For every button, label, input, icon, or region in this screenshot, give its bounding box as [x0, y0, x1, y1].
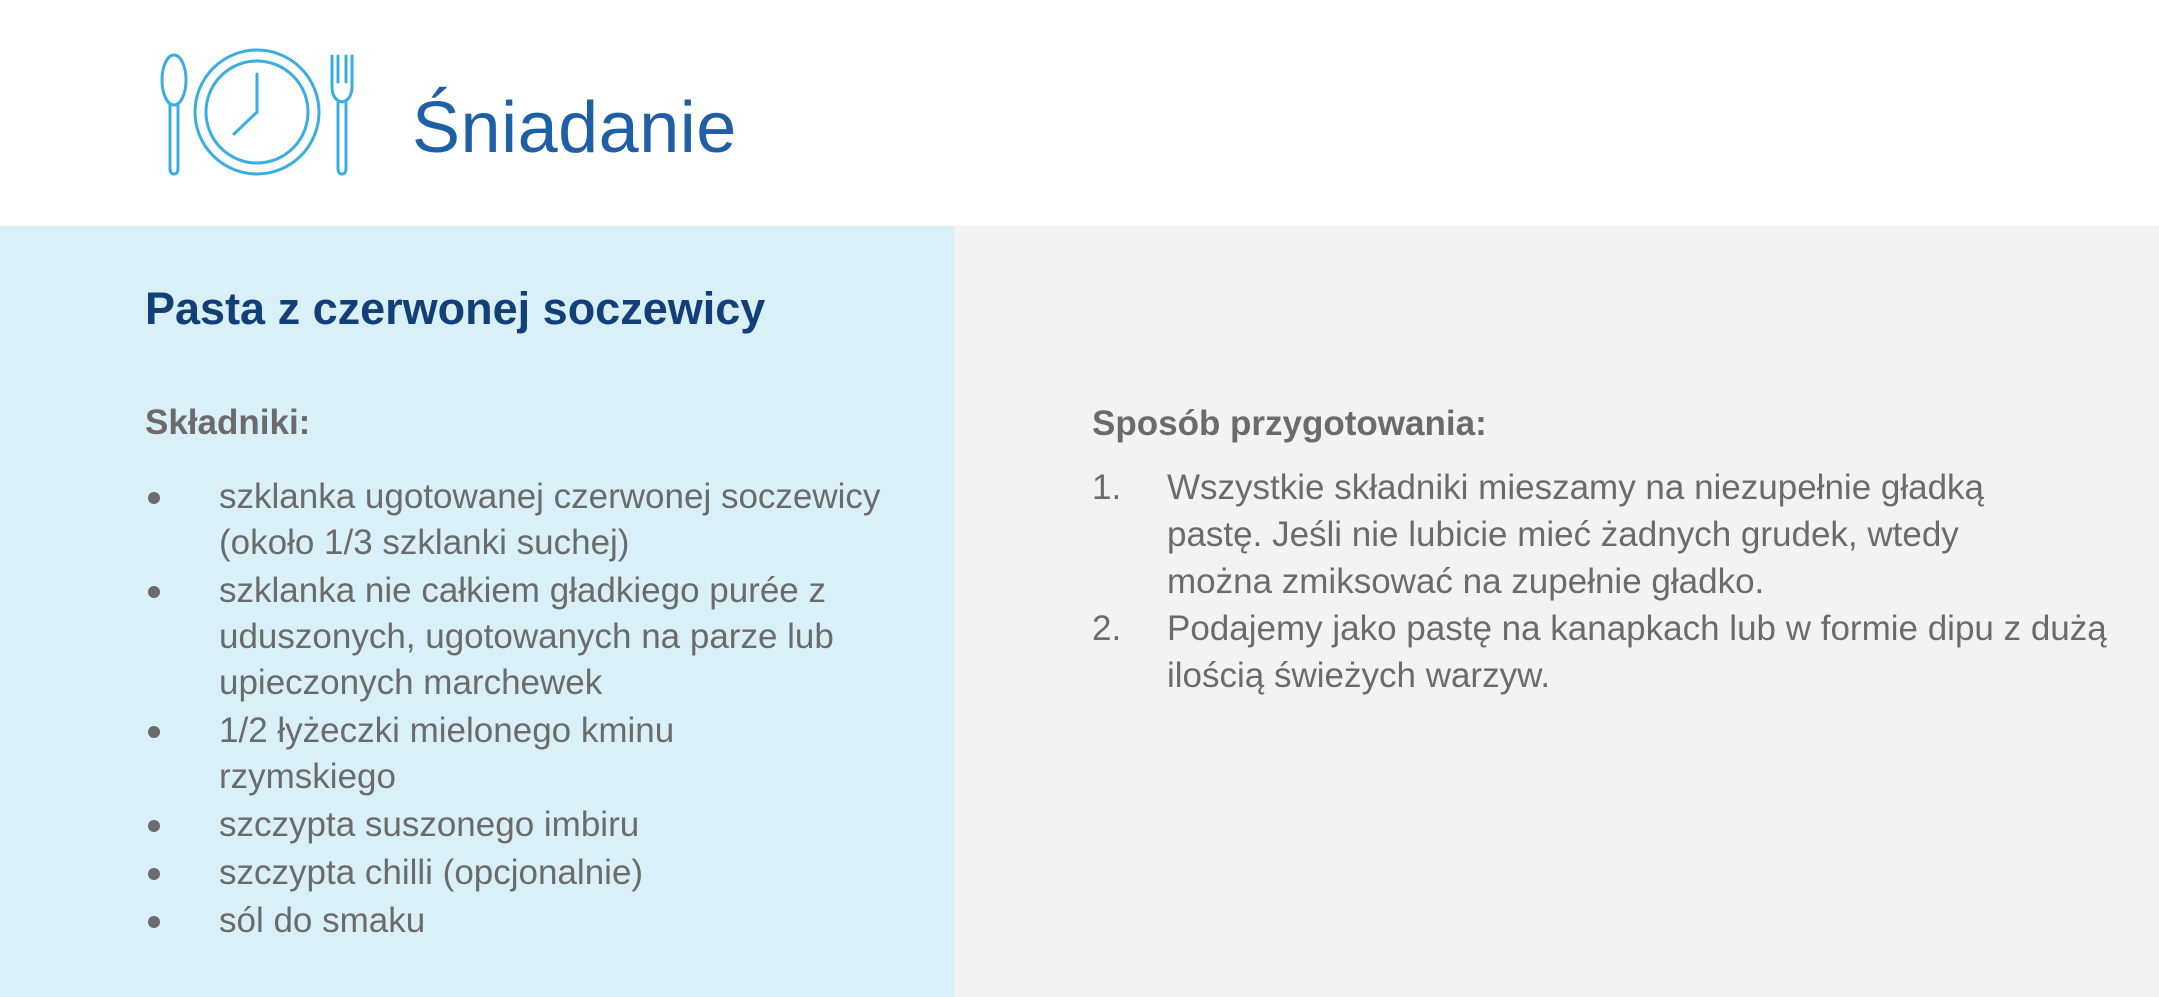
ingredients-heading: Składniki:: [145, 403, 311, 442]
step-number: 1.: [1092, 468, 1122, 507]
ingredient-text: sól do smaku: [219, 901, 426, 940]
step-number: 2.: [1092, 609, 1122, 648]
list-item: [145, 474, 885, 566]
ingredient-text: szczypta suszonego imbiru: [219, 805, 640, 844]
list-item: [145, 708, 745, 800]
bullet-icon: [148, 586, 160, 598]
recipe-title: Pasta z czerwonej soczewicy: [145, 283, 766, 334]
header: [0, 0, 2159, 226]
bullet-icon: [148, 726, 160, 738]
ingredient-text: szczypta chilli (opcjonalnie): [219, 853, 644, 892]
preparation-heading: Sposób przygotowania:: [1092, 404, 1487, 443]
list-item: [145, 850, 935, 896]
plate-clock-cutlery-icon: [158, 46, 358, 178]
ingredient-text: szklanka nie całkiem gładkiego purée z uduszonych, ugotowanych na parze lub upieczonych marchewek: [219, 571, 834, 702]
list-item: [145, 568, 885, 706]
bullet-icon: [148, 492, 160, 504]
list-item: [1092, 464, 1992, 605]
bullet-icon: [148, 868, 160, 880]
bullet-icon: [148, 820, 160, 832]
bullet-icon: [148, 916, 160, 928]
list-item: [145, 802, 935, 848]
list-item: [1092, 605, 2112, 699]
step-text: Podajemy jako pastę na kanapkach lub w formie dipu z dużą ilością świeżych warzyw.: [1167, 609, 2107, 695]
page-title: Śniadanie: [412, 88, 737, 168]
ingredients-list: [145, 474, 935, 946]
step-text: Wszystkie składniki mieszamy na niezupełnie gładką pastę. Jeśli nie lubicie mieć żadnych grudek, wtedy można zmiksować na zupełnie gładko.: [1167, 468, 1985, 601]
preparation-steps: [1092, 464, 2122, 699]
ingredient-text: 1/2 łyżeczki mielonego kminu rzymskiego: [219, 711, 675, 796]
ingredient-text: szklanka ugotowanej czerwonej soczewicy (około 1/3 szklanki suchej): [219, 477, 881, 562]
list-item: [145, 898, 935, 944]
